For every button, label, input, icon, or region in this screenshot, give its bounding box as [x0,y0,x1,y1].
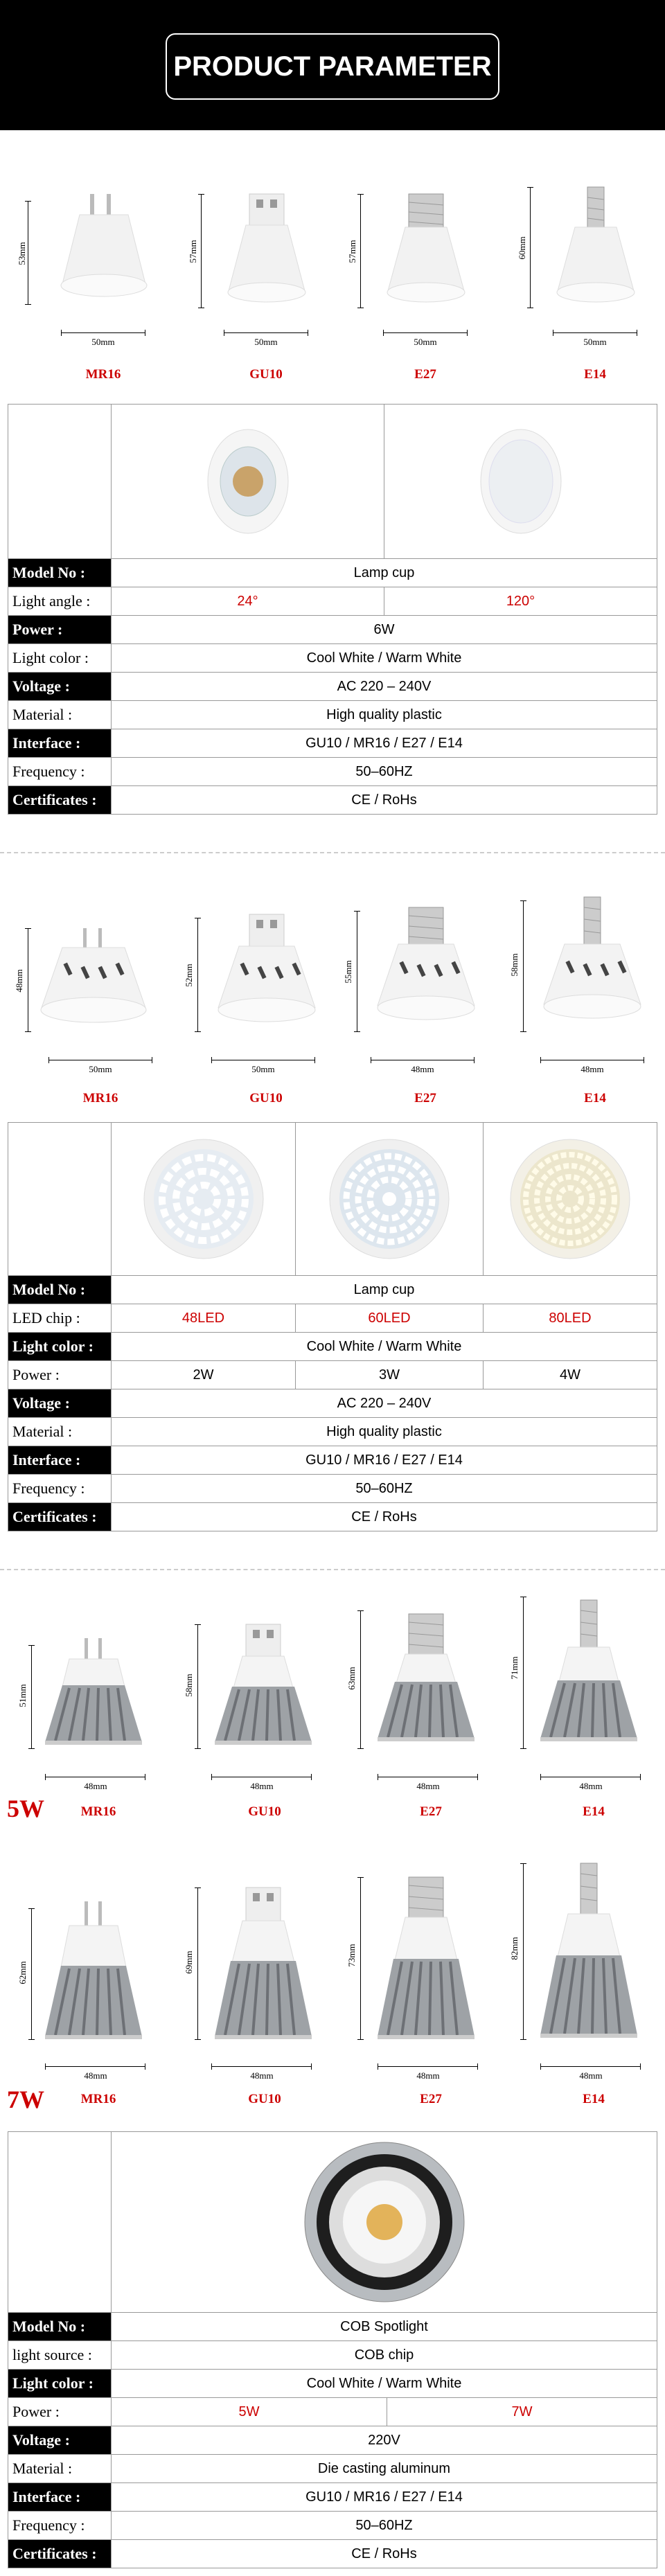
gu10-width-label: 50mm [251,1064,275,1074]
frequency-label: Frequency : [8,2512,112,2540]
section3-5w-bulb-row [0,1593,665,1836]
mr16-type-label: MR16 [85,367,121,382]
mr16-width-label: 48mm [84,1781,107,1791]
gu10-type-label: GU10 [249,367,283,382]
empty-cell [8,1123,112,1276]
e27-height-label: 57mm [347,240,357,263]
section2-bulb-row [0,887,665,1115]
frequency-value: 50–60HZ [112,1475,657,1503]
interface-value: GU10 / MR16 / E27 / E14 [112,729,657,758]
power-value-5w: 5W [112,2398,387,2426]
gu10-height-label: 58mm [184,1673,194,1697]
power-value-3w: 3W [296,1361,484,1389]
dimension-height-line [28,928,35,1032]
gu10-height-label: 52mm [184,963,194,987]
lens-24deg-image [112,405,384,559]
dimension-height-line [31,1645,39,1749]
section3-spec-table [8,2131,657,2568]
gu10-width-label: 48mm [250,2070,274,2081]
e14-height-label: 58mm [509,953,520,977]
voltage-label: Voltage : [8,673,112,701]
color-label: Light color : [8,644,112,673]
material-label: Material : [8,2455,112,2483]
e27-width-label: 50mm [414,337,437,347]
color-value: Cool White / Warm White [112,1333,657,1361]
dimension-height-line [357,911,364,1032]
power-value-4w: 4W [484,1361,657,1389]
section3-7w-bulb-row [0,1863,665,2120]
dimension-height-line [197,1624,205,1749]
mr16-type-label: MR16 [82,1091,118,1105]
power-value: 6W [112,616,657,644]
e14-width-label: 50mm [583,337,607,347]
gu10-width-label: 48mm [250,1781,274,1791]
dimension-height-line [360,194,368,308]
cert-value: CE / RoHs [112,2540,657,2568]
header-frame [166,33,499,100]
model-value: COB Spotlight [112,2313,657,2341]
gu10-type-label: GU10 [249,1091,283,1105]
mr16-width-label: 48mm [84,2070,107,2081]
e14-height-label: 82mm [509,1937,520,1960]
mr16-height-label: 51mm [17,1684,28,1707]
dimension-height-line [360,1877,368,2040]
model-label: Model No : [8,2313,112,2341]
chip-label: LED chip : [8,1304,112,1333]
dimension-height-line [523,1863,531,2040]
frequency-value: 50–60HZ [112,758,657,786]
voltage-value: AC 220 – 240V [112,673,657,701]
cob-spotlight-image [112,2132,657,2313]
dimension-height-line [28,201,35,305]
e14-width-label: 48mm [579,2070,603,2081]
angle-value-120: 120° [384,587,657,616]
e14-type-label: E14 [584,367,606,382]
voltage-label: Voltage : [8,1389,112,1418]
material-value: Die casting aluminum [112,2455,657,2483]
dimension-height-line [197,918,205,1032]
watt-7w-label: 7W [7,2086,44,2113]
mr16-width-label: 50mm [91,337,115,347]
e27-type-label: E27 [420,1804,442,1819]
e27-width-label: 48mm [411,1064,434,1074]
gu10-width-label: 50mm [254,337,278,347]
voltage-value: AC 220 – 240V [112,1389,657,1418]
e27-width-label: 48mm [416,2070,440,2081]
led-48-image [112,1123,296,1276]
lens-120deg-image [384,405,657,559]
power-label: Power : [8,1361,112,1389]
cert-label: Certificates : [8,1503,112,1531]
interface-label: Interface : [8,729,112,758]
mr16-width-label: 50mm [89,1064,112,1074]
e14-type-label: E14 [583,2092,605,2106]
empty-cell [8,2132,112,2313]
dimension-height-line [201,194,209,308]
dimension-height-line [360,1610,368,1749]
empty-cell [8,405,112,559]
material-value: High quality plastic [112,1418,657,1446]
e14-height-label: 71mm [509,1656,520,1680]
gu10-height-label: 57mm [188,240,198,263]
frequency-label: Frequency : [8,1475,112,1503]
color-label: Light color : [8,2370,112,2398]
dimension-height-line [197,1887,205,2040]
e14-type-label: E14 [584,1091,606,1105]
section2-spec-table [8,1122,657,1531]
e27-width-label: 48mm [416,1781,440,1791]
gu10-type-label: GU10 [248,1804,281,1819]
power-label: Power : [8,616,112,644]
power-value-2w: 2W [112,1361,296,1389]
interface-value: GU10 / MR16 / E27 / E14 [112,1446,657,1475]
e27-height-label: 55mm [343,960,353,984]
mr16-height-label: 53mm [17,242,27,265]
led-60-image [296,1123,484,1276]
mr16-height-label: 48mm [14,969,24,993]
e27-type-label: E27 [414,1091,436,1105]
angle-label: Light angle : [8,587,112,616]
source-value: COB chip [112,2341,657,2370]
e14-height-label: 60mm [517,236,527,260]
power-label: Power : [8,2398,112,2426]
cert-value: CE / RoHs [112,786,657,815]
power-value-7w: 7W [387,2398,657,2426]
e14-width-label: 48mm [579,1781,603,1791]
material-label: Material : [8,701,112,729]
interface-label: Interface : [8,1446,112,1475]
model-label: Model No : [8,1276,112,1304]
e14-type-label: E14 [583,1804,605,1819]
section-divider [0,852,665,853]
frequency-label: Frequency : [8,758,112,786]
interface-value: GU10 / MR16 / E27 / E14 [112,2483,657,2512]
header-banner [0,0,665,130]
e14-width-label: 48mm [580,1064,604,1074]
page-title: PRODUCT PARAMETER [173,51,492,82]
dimension-height-line [31,1908,39,2040]
chip-value-48: 48LED [112,1304,296,1333]
material-label: Material : [8,1418,112,1446]
led-80-image [484,1123,657,1276]
mr16-type-label: MR16 [80,1804,116,1819]
color-value: Cool White / Warm White [112,2370,657,2398]
section1-spec-table [8,404,657,815]
material-value: High quality plastic [112,701,657,729]
chip-value-80: 80LED [484,1304,657,1333]
model-value: Lamp cup [112,559,657,587]
frequency-value: 50–60HZ [112,2512,657,2540]
gu10-height-label: 69mm [184,1951,194,1974]
e27-height-label: 63mm [346,1667,357,1690]
source-label: light source : [8,2341,112,2370]
voltage-label: Voltage : [8,2426,112,2455]
interface-label: Interface : [8,2483,112,2512]
model-value: Lamp cup [112,1276,657,1304]
section-divider [0,1569,665,1570]
chip-value-60: 60LED [296,1304,484,1333]
e27-height-label: 73mm [346,1944,357,1967]
dimension-height-line [523,1597,531,1749]
gu10-type-label: GU10 [248,2092,281,2106]
watt-5w-label: 5W [7,1795,44,1822]
color-value: Cool White / Warm White [112,644,657,673]
mr16-type-label: MR16 [80,2092,116,2106]
cert-value: CE / RoHs [112,1503,657,1531]
cert-label: Certificates : [8,786,112,815]
voltage-value: 220V [112,2426,657,2455]
angle-value-24: 24° [112,587,384,616]
model-label: Model No : [8,559,112,587]
cert-label: Certificates : [8,2540,112,2568]
e27-type-label: E27 [420,2092,442,2106]
section1-bulb-row [0,173,665,395]
dimension-height-line [530,187,538,308]
e27-type-label: E27 [414,367,436,382]
dimension-height-line [523,900,531,1032]
color-label: Light color : [8,1333,112,1361]
mr16-height-label: 62mm [17,1961,28,1984]
